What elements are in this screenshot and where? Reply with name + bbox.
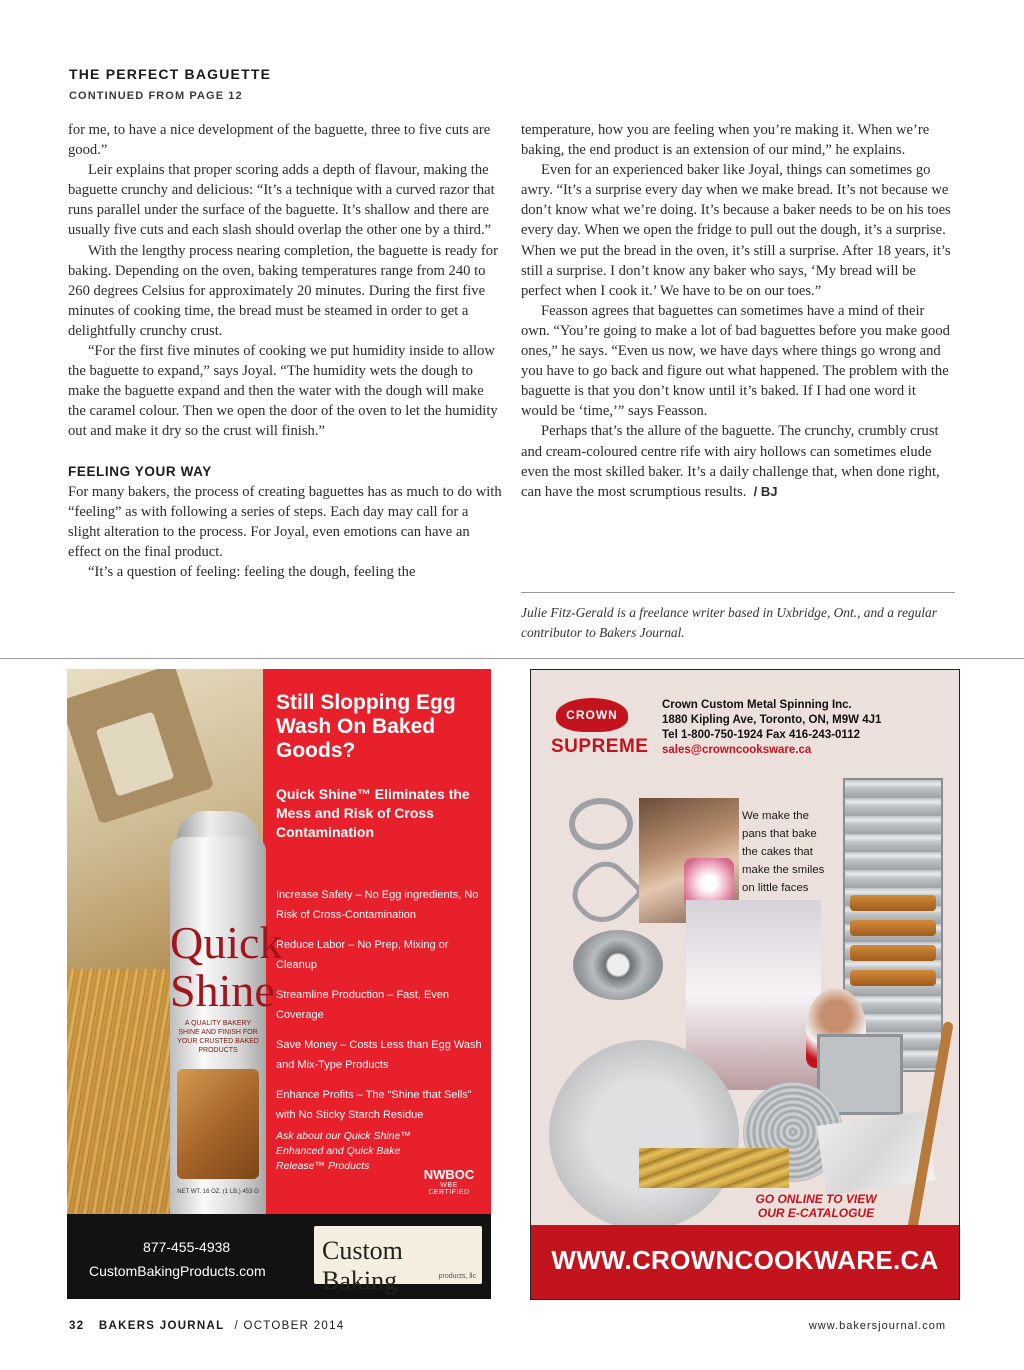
ad-subheadline: Quick Shine™ Eliminates the Mess and Risk of Cross Contamination: [276, 786, 470, 840]
list-item: Streamline Production – Fast, Even Coverage: [276, 989, 450, 1021]
bristles-icon: [67, 969, 177, 1229]
company-phone[interactable]: Tel 1-800-750-1924 Fax 416-243-0112: [662, 729, 860, 741]
divider: [521, 592, 955, 593]
company-address: 1880 Kipling Ave, Toronto, ON, M9W 4J1: [662, 714, 882, 726]
article-column-right: [521, 120, 955, 502]
footer-folio: [69, 1320, 344, 1332]
list-item: Save Money – Costs Less than Egg Wash and Mix-Type Products: [276, 1039, 482, 1071]
rolling-pins-icon: [639, 1148, 789, 1188]
ad-website-link[interactable]: CustomBakingProducts.com: [89, 1263, 266, 1279]
issue-date: / OCTOBER 2014: [234, 1320, 345, 1332]
ad-benefits-list: [276, 885, 490, 1135]
can-tagline: A QUALITY BAKERY SHINE AND FINISH FOR YOUR CRUSTED BAKED PRODUCTS: [177, 1020, 259, 1054]
logo-text: Custom Baking: [322, 1236, 403, 1295]
tray-icon: [850, 895, 936, 911]
article-column-left: [68, 120, 502, 582]
footer-url[interactable]: www.bakersjournal.com: [808, 1320, 946, 1332]
ad-phone[interactable]: 877-455-4938: [143, 1239, 231, 1255]
can-net-weight: NET WT. 16 OZ. (1 LB.) 453 G: [177, 1189, 259, 1195]
subheading: FEELING YOUR WAY: [68, 463, 212, 479]
paragraph: “It’s a question of feeling: feeling the dough, feeling the: [88, 563, 416, 580]
quickshine-ad[interactable]: [67, 669, 491, 1299]
paragraph: for me, to have a nice development of the baguette, three to five cuts are good.”: [68, 122, 491, 159]
ring-mold-icon: [569, 798, 633, 850]
tray-icon: [850, 920, 936, 936]
paragraph: [521, 421, 955, 501]
logo-small-text: products, llc: [438, 1273, 476, 1280]
author-bio: Julie Fitz-Gerald is a freelance writer based in Uxbridge, Ont., and a regular contributor to Bakers Journal.: [521, 605, 937, 640]
divider: [0, 658, 1024, 659]
paragraph-text: Perhaps that’s the allure of the baguette. The crunchy, crumbly crust and cream-coloured centre rife with airy hollows can sometimes elude even the most skilled baker. It’s a daily challenge that, when done right, can have the most scrumptious results.: [521, 423, 940, 500]
crown-contact-info: [662, 698, 952, 758]
company-name: Crown Custom Metal Spinning Inc.: [662, 699, 852, 711]
supreme-logo: SUPREME: [551, 736, 649, 757]
end-mark: / BJ: [753, 483, 778, 499]
paragraph: Even for an experienced baker like Joyal, things can sometimes go awry. “It’s a surprise every day when we make bread. It’s not because we don’t know what we’re doing. It’s because a baker needs to be on his toes every day. When we open the fridge to pull out the dough, it’s a surprise. When we put the bread in the oven, it’s still a surprise. After 18 years, it’s still a surprise. I don’t know any baker who says, ‘My bread will be perfect when I cook it.’ We have to be on our toes.”: [521, 162, 951, 299]
ad-tagline: We make the pans that bake the cakes that make the smiles on little faces: [742, 810, 825, 894]
nwboc-label: NWBOC: [423, 1167, 475, 1182]
company-email-link[interactable]: sales@crowncooksware.ca: [662, 744, 812, 756]
list-item: Reduce Labor – No Prep, Mixing or Cleanup: [276, 939, 449, 971]
tray-icon: [850, 945, 936, 961]
angel-food-pan-icon: [573, 930, 663, 1000]
nwboc-logo: [419, 1167, 479, 1196]
paragraph: “For the first five minutes of cooking we put humidity inside to allow the baguette to expand,” says Joyal. “The humidity wets the dough to make the baguette expand and then the water with the dough will make the caramel colour. Then we open the door of the oven to let the humidity out and make it dry so the crust will finish.”: [68, 343, 498, 440]
paragraph: Feasson agrees that baguettes can sometimes have a mind of their own. “You’re going to make a lot of bad baguettes before you make good ones,” he says. “Even us now, we have days where things go wrong and you have to go back and figure out what happened. The problem with the baguette is that you don’t know until it’s baked. If I had one word it would be ‘time,’” says Feasson.: [521, 302, 950, 420]
continued-note: CONTINUED FROM PAGE 12: [69, 90, 243, 102]
ad-headline: Still Slopping Egg Wash On Baked Goods?: [276, 691, 456, 762]
ad-ask-text: Ask about our Quick Shine™ Enhanced and Quick Bake Release™ Products: [276, 1130, 411, 1172]
crown-logo: CROWN: [556, 698, 628, 732]
round-pan-icon: [549, 1040, 739, 1230]
catalogue-callout[interactable]: GO ONLINE TO VIEW OUR E-CATALOGUE: [755, 1192, 877, 1220]
publication-name: BAKERS JOURNAL: [98, 1320, 225, 1332]
list-item: Enhance Profits – The “Shine that Sells” with No Sticky Starch Residue: [276, 1089, 472, 1121]
wedding-cake-photo: [686, 900, 821, 1090]
nwboc-sub: WBE CERTIFIED: [428, 1182, 470, 1196]
bread-image-icon: [177, 1069, 259, 1179]
section-title: THE PERFECT BAGUETTE: [69, 66, 272, 82]
custom-baking-logo: [314, 1226, 482, 1295]
crown-website-link[interactable]: WWW.CROWNCOOKWARE.CA: [551, 1245, 939, 1275]
paragraph: For many bakers, the process of creating baguettes has as much to do with “feeling” as with following a series of steps. Each day may call for a slight alteration to the process. For Joyal, even emotions can have an effect on the final product.: [68, 483, 502, 560]
crown-web-bar: [531, 1225, 959, 1299]
heart-mold-icon: [563, 852, 645, 934]
paragraph: With the lengthy process nearing completion, the baguette is ready for baking. Depending on the oven, baking temperatures range from 240 to 260 degrees Celsius for approximately 20 minutes. During the first five minutes of cooking time, the bread must be steamed in order to get a delightfully crunchy crust.: [68, 242, 498, 339]
paragraph: temperature, how you are feeling when you’re making it. When we’re baking, the end product is an extension of our mind,” he explains.: [521, 122, 930, 159]
tray-icon: [850, 970, 936, 986]
page-number: 32: [69, 1320, 85, 1332]
can-brand: Quick Shine: [170, 917, 283, 1016]
list-item: Increase Safety – No Egg ingredients, No Risk of Cross-Contamination: [276, 889, 479, 921]
paragraph: Leir explains that proper scoring adds a depth of flavour, making the baguette crunchy and delicious: “It’s a technique with a curved razor that runs parallel under the surface of the baguette. It’s shallow and there are usually five cuts and each slash should overlap the other one by a third.”: [68, 162, 495, 239]
crown-cookware-ad[interactable]: [530, 669, 960, 1300]
